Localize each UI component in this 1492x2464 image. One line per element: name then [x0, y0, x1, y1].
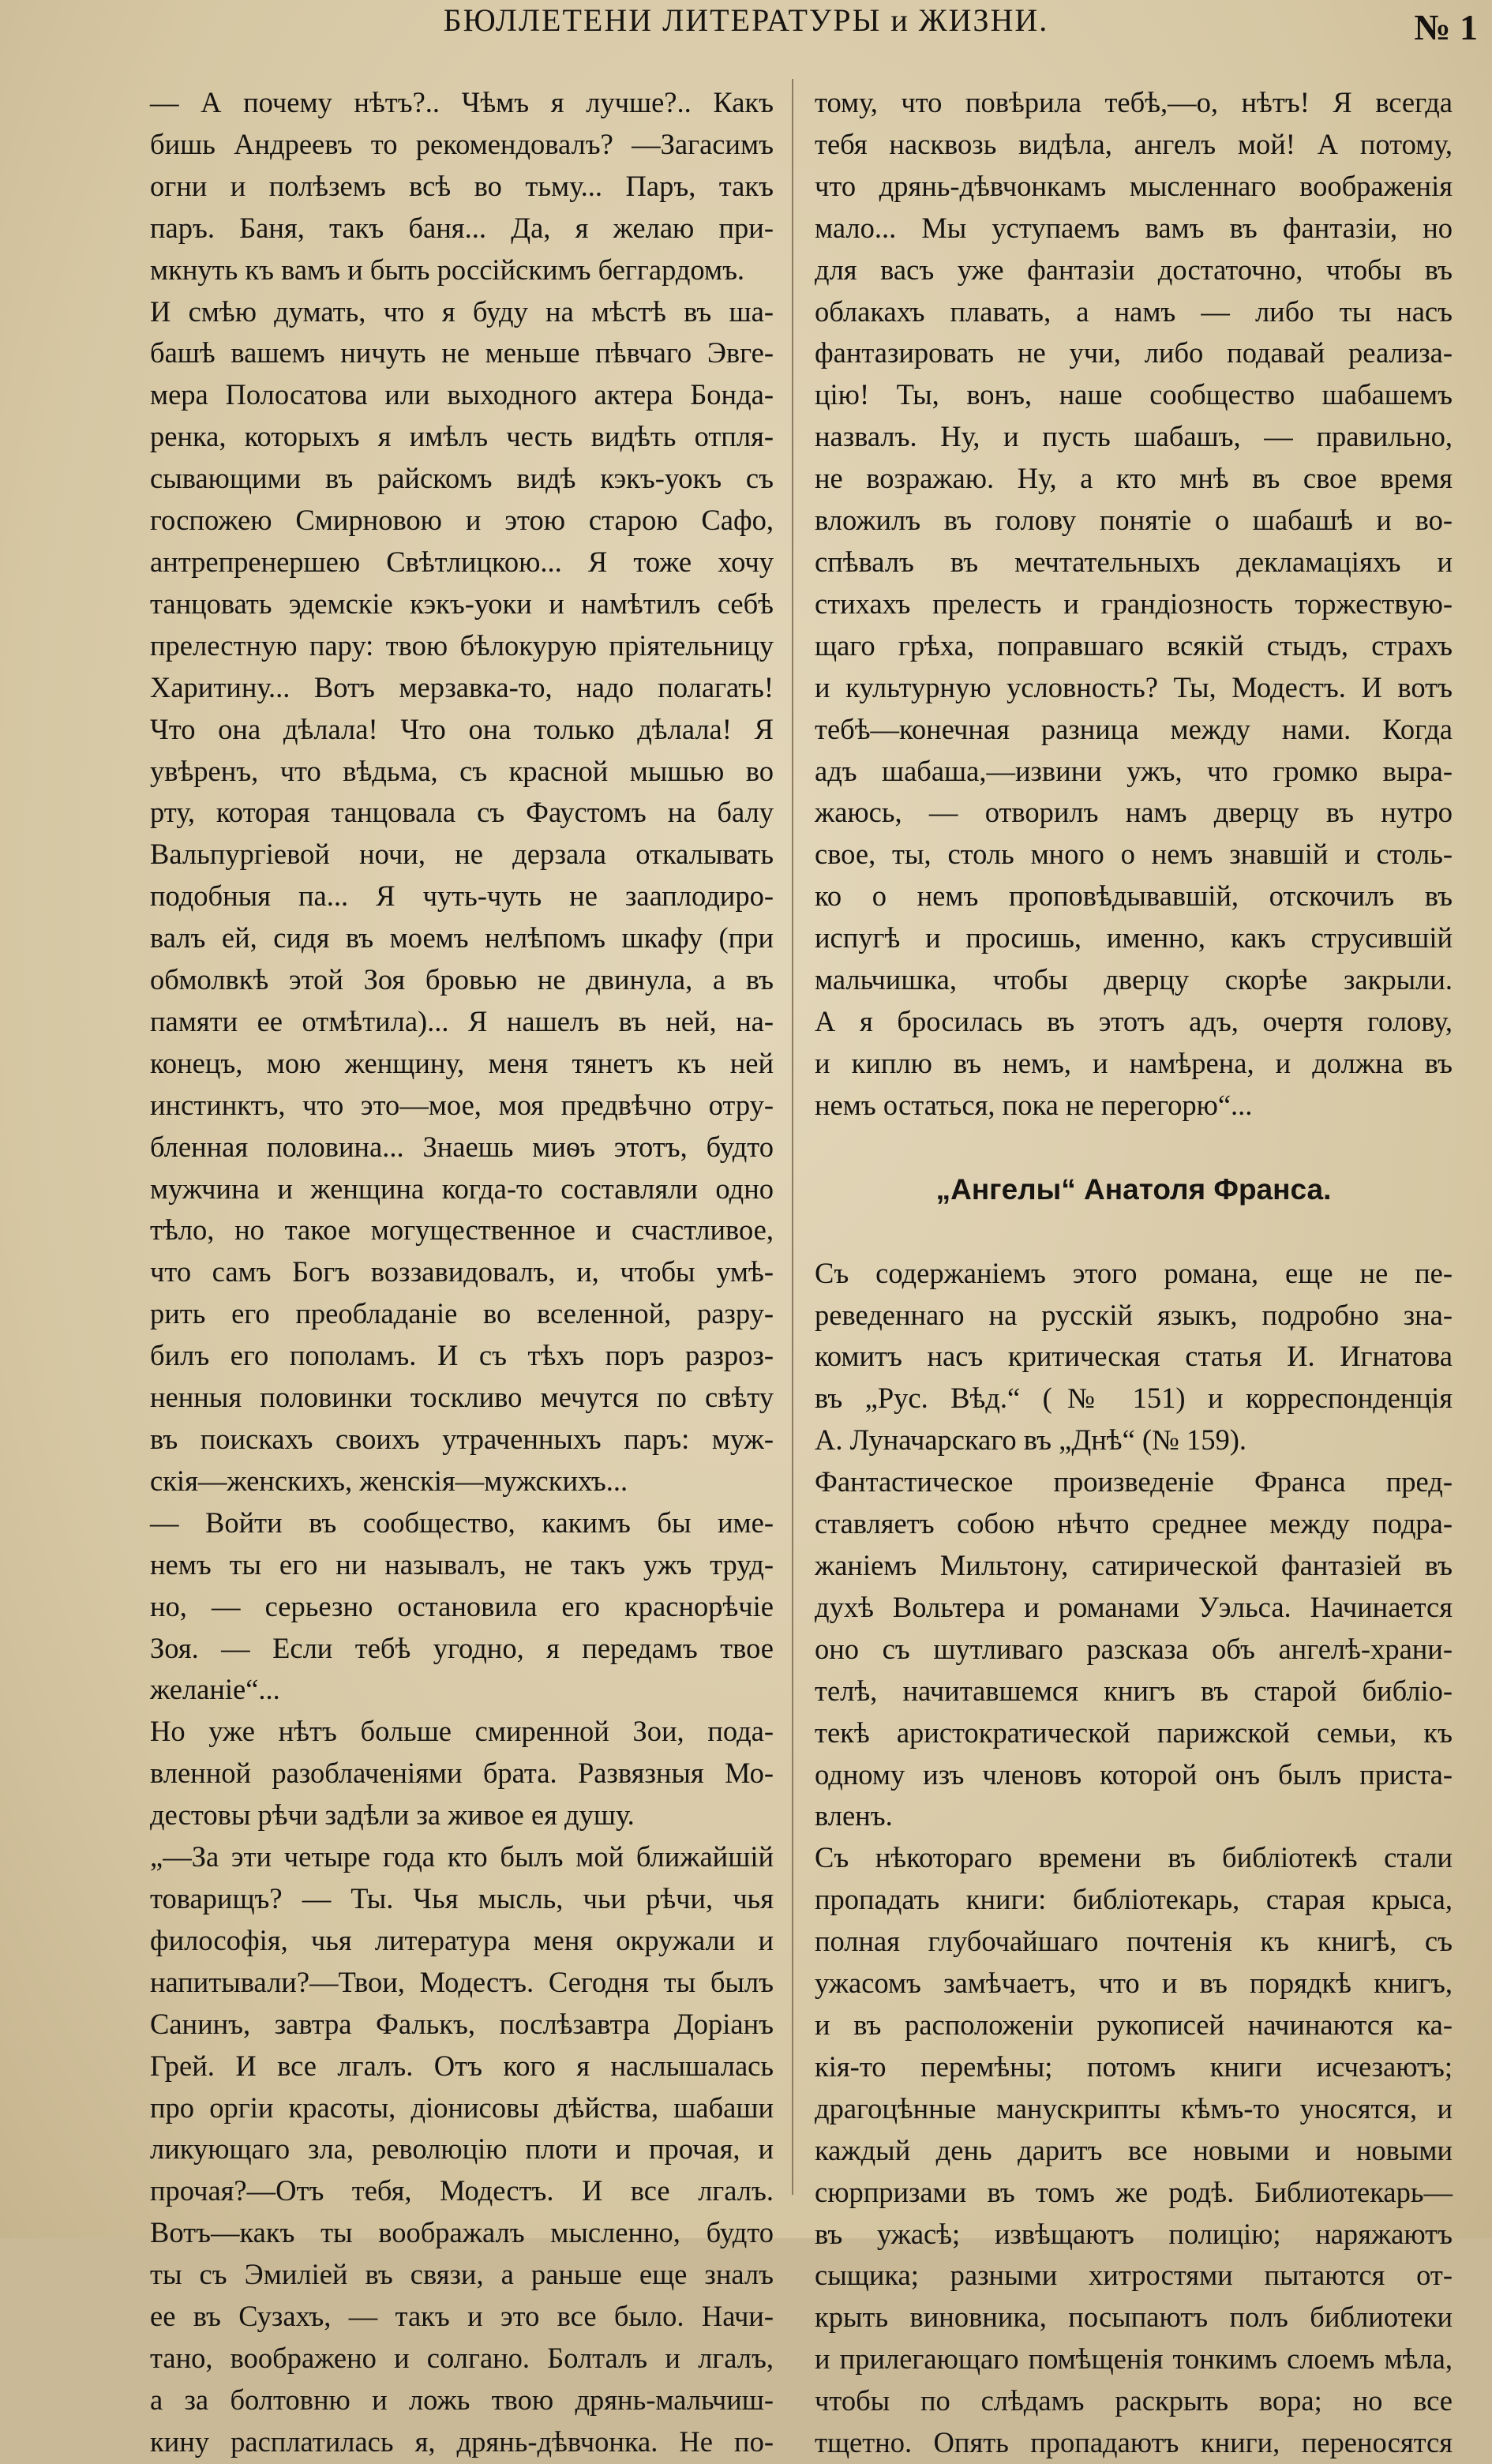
article-body: [815, 1253, 1453, 2464]
text-line: а за болтовню и ложь твою дрянь-мальчиш-: [150, 2383, 774, 2416]
text-line: рту, которая танцовала съ Фаустомъ на балу: [150, 796, 774, 829]
text-line: „—За эти четыре года кто былъ мой ближайшій: [150, 1840, 774, 1873]
text-line: Съ содержаніемъ этого романа, еще не пе-: [815, 1256, 1453, 1289]
text-line: мкнуть къ вамъ и быть россійскимъ беггардомъ.: [150, 253, 745, 286]
text-line: сыщика; разными хитростями пытаются от-: [815, 2259, 1453, 2292]
text-line: Зоя. — Если тебѣ угодно, я передамъ твое: [150, 1631, 774, 1664]
text-line: — Войти въ сообщество, какимъ бы име-: [150, 1506, 774, 1539]
text-line: стихахъ прелесть и грандіозность торжествую-: [815, 587, 1453, 620]
text-line: Съ нѣкотораго времени въ библіотекѣ стали: [815, 1841, 1453, 1874]
text-line: въ поискахъ своихъ утраченныхъ паръ: муж-: [150, 1423, 774, 1455]
text-line: дестовы рѣчи задѣли за живое ея душу.: [150, 1798, 635, 1832]
text-line: комитъ насъ критическая статья И. Игнатова: [815, 1340, 1453, 1373]
text-line: одному изъ членовъ которой онъ былъ пристa-: [815, 1757, 1453, 1791]
text-line: спѣвалъ въ мечтательныхъ декламаціяхъ и: [815, 545, 1453, 578]
article-heading: „Ангелы“ Анатоля Франса.: [935, 1172, 1332, 1206]
text-line: философія, чья литература меня окружали и: [150, 1923, 774, 1956]
left-column: [150, 82, 774, 2463]
text-line: подобныя па... Я чуть-чуть не зааплодиро-: [150, 879, 774, 913]
text-line: билъ его пополамъ. И съ тѣхъ поръ разроз-: [150, 1339, 774, 1372]
text-line: мера Полосатова или выходного актера Бонда-: [150, 378, 774, 411]
text-line: тебя насквозь видѣла, ангелъ мой! А потому,: [815, 127, 1453, 160]
spacer: [815, 1127, 1453, 1148]
text-line: ликующаго зла, революцію плоти и прочая, и: [150, 2132, 774, 2166]
text-line: Что она дѣлала! Что она только дѣлала! Я: [150, 712, 774, 745]
text-line: для васъ уже фантазіи достаточно, чтобы въ: [815, 253, 1453, 286]
text-line: Грей. И все лгалъ. Отъ кого я наслышалась: [150, 2049, 774, 2082]
text-line: щаго грѣха, поправшаго всякій стыдъ, страхъ: [815, 628, 1453, 662]
text-line: огни и полѣземъ всѣ во тьму... Паръ, такъ: [150, 169, 774, 202]
text-line: немъ остаться, пока не перегорю“...: [815, 1088, 1253, 1121]
text-line: мужчина и женщина когда-то составляли одно: [150, 1172, 774, 1205]
text-line: скія—женскихъ, женскія—мужскихъ...: [150, 1464, 628, 1497]
text-line: реведеннаго на русскій языкъ, подробно зна-: [815, 1298, 1453, 1331]
text-line: Харитину... Вотъ мерзавка-то, надо полагать!: [150, 670, 774, 703]
text-line: ты съ Эмиліей въ связи, а раньше еще зналъ: [150, 2258, 774, 2291]
text-line: немъ ты его ни называлъ, не такъ ужъ труд-: [150, 1547, 774, 1581]
text-line: госпожею Смирновою и этою старою Сафо,: [150, 504, 774, 537]
text-line: адъ шабаша,—извини ужъ, что громко выра-: [815, 754, 1453, 787]
text-line: башѣ вашемъ ничуть не меньше пѣвчаго Эвге-: [150, 336, 774, 369]
text-line: мало... Мы уступаемъ вамъ въ фантазіи, но: [815, 211, 1453, 244]
text-line: ренка, которыхъ я имѣлъ честь видѣть отпля-: [150, 420, 774, 453]
text-line: духѣ Вольтера и романами Уэльса. Начинается: [815, 1590, 1453, 1623]
text-line: испугѣ и просишь, именно, какъ струсившій: [815, 921, 1453, 954]
text-line: въ ужасѣ; извѣщаютъ полицію; наряжаютъ: [815, 2217, 1453, 2250]
text-line: драгоцѣнные манускрипты кѣмъ-то уносятся, и: [815, 2091, 1453, 2125]
text-line: не возражаю. Ну, а кто мнѣ въ свое время: [815, 462, 1453, 495]
text-line: цію! Ты, вонъ, наше сообщество шабашемъ: [815, 378, 1453, 411]
text-line: и прилегающаго помѣщенія тонкимъ слоемъ мѣла,: [815, 2342, 1453, 2376]
text-line: мальчишка, чтобы дверцу скорѣе закрыли.: [815, 963, 1453, 996]
text-line: въ „Рус. Вѣд.“ (№ 151) и корреспонденція: [815, 1382, 1453, 1415]
text-line: каждый день даритъ все новыми и новыми: [815, 2133, 1453, 2166]
text-line: облакахъ плавать, а намъ — либо ты насъ: [815, 294, 1453, 328]
text-line: Санинъ, завтра Фалькъ, послѣзавтра Доріанъ: [150, 2007, 774, 2040]
text-line: напитывали?—Твои, Модестъ. Сегодня ты былъ: [150, 1965, 774, 1998]
text-line: конецъ, мою женщину, меня тянетъ къ ней: [150, 1046, 774, 1079]
text-block-continued: [815, 82, 1453, 1127]
text-line: ненныя половинки тоскливо мечутся по свѣту: [150, 1381, 774, 1414]
text-line: тебѣ—конечная разница между нами. Когда: [815, 712, 1453, 745]
text-line: рить его преобладаніе во вселенной, разру-: [150, 1297, 774, 1330]
text-line: валъ ей, сидя въ моемъ нелѣпомъ шкафу (при: [150, 921, 774, 954]
text-line: пропадать книги: библіотекарь, старая крыса,: [815, 1883, 1453, 1916]
text-line: и въ расположеніи рукописей начинаются ка-: [815, 2008, 1453, 2041]
text-line: фантазировать не учи, либо подавай реализа-: [815, 336, 1453, 369]
text-line: ставляетъ собою нѣчто среднее между подра-: [815, 1507, 1453, 1540]
text-line: танцовать эдемскіе кэкъ-уоки и намѣтилъ себѣ: [150, 587, 774, 620]
text-line: сюрпризами въ томъ же родѣ. Библиотекарь—: [815, 2175, 1453, 2208]
text-line: тому, что повѣрила тебѣ,—о, нѣтъ! Я всегда: [815, 86, 1453, 118]
text-line: бленная половина... Знаешь миѳъ этотъ, будто: [150, 1130, 774, 1163]
text-line: тщетно. Опять пропадаютъ книги, переносятся: [815, 2426, 1453, 2459]
text-line: А. Луначарскаго въ „Днѣ“ (№ 159).: [815, 1423, 1247, 1457]
text-line: ко о немъ проповѣдывавшій, отскочилъ въ: [815, 879, 1453, 913]
text-line: тѣло, но такое могущественное и счастливое,: [150, 1213, 774, 1247]
text-line: прелестную пару: твою бѣлокурую пріятельницу: [150, 628, 774, 662]
spacer: [815, 1232, 1453, 1253]
text-line: кія-то перемѣны; потомъ книги исчезаютъ;: [815, 2050, 1453, 2083]
text-line: кину расплатилась я, дрянь-дѣвчонка. Не по-: [150, 2425, 774, 2458]
text-line: про оргіи красоты, діонисовы дѣйства, шабаши: [150, 2091, 774, 2124]
text-line: и киплю въ немъ, и намѣрена, и должна въ: [815, 1046, 1453, 1079]
issue-number: № 1: [1414, 7, 1478, 47]
text-line: назвалъ. Ну, и пусть шабашъ, — правильно,: [815, 420, 1453, 453]
text-line: товарищъ? — Ты. Чья мысль, чьи рѣчи, чья: [150, 1881, 774, 1915]
text-line: Фантастическое произведеніе Франса пред-: [815, 1465, 1453, 1498]
text-line: Вальпургіевой ночи, не дерзала откалывать: [150, 838, 774, 871]
text-line: бишь Андреевъ то рекомендовалъ? —Загасимъ: [150, 127, 774, 160]
text-line: прочая?—Отъ тебя, Модестъ. И все лгалъ.: [150, 2174, 774, 2207]
text-line: но, — серьезно остановила его краснорѣчіе: [150, 1589, 774, 1622]
text-line: обмолвкѣ этой Зоя бровью не двинула, а въ: [150, 963, 774, 996]
text-line: вленъ.: [815, 1799, 893, 1832]
running-header: [0, 0, 1492, 47]
text-line: Но уже нѣтъ больше смиренной Зои, пода-: [150, 1715, 774, 1748]
text-line: сывающими въ райскомъ видѣ кэкъ-уокъ съ: [150, 462, 774, 495]
text-line: что самъ Богъ воззавидовалъ, и, чтобы умѣ-: [150, 1255, 774, 1288]
text-line: тано, воображено и солгано. Болталъ и лгалъ,: [150, 2341, 774, 2374]
text-line: увѣренъ, что вѣдьма, съ красной мышью во: [150, 754, 774, 787]
right-column: [815, 82, 1453, 2464]
text-line: И смѣю думать, что я буду на мѣстѣ въ ша-: [150, 294, 774, 328]
text-line: ее въ Сузахъ, — такъ и это все было. Начи-: [150, 2300, 774, 2333]
text-line: желаніе“...: [150, 1673, 280, 1706]
text-line: и культурную условность? Ты, Модестъ. И вотъ: [815, 670, 1453, 703]
text-line: — А почему нѣтъ?.. Чѣмъ я лучше?.. Какъ: [150, 86, 774, 118]
journal-title: БЮЛЛЕТЕНИ ЛИТЕРАТУРЫ и ЖИЗНИ.: [443, 2, 1049, 38]
text-line: памяти ее отмѣтила)... Я нашелъ въ ней, на-: [150, 1004, 774, 1037]
column-divider: [792, 79, 793, 2195]
text-line: вложилъ въ голову понятіе о шабашѣ и во-: [815, 504, 1453, 537]
text-line: полная глубочайшаго почтенія къ книгѣ, съ: [815, 1925, 1453, 1958]
text-line: жаніемъ Мильтону, сатирической фантазіей въ: [815, 1549, 1453, 1581]
text-line: А я бросилась въ этотъ адъ, очертя голову,: [815, 1004, 1453, 1037]
text-line: антрепренершею Свѣтлицкою... Я тоже хочу: [150, 545, 774, 578]
text-line: текѣ аристократической парижской семьи, къ: [815, 1716, 1453, 1749]
text-line: жаюсь, — отворилъ намъ дверцу въ нутро: [815, 796, 1453, 829]
text-line: вленной разоблаченіями брата. Развязныя Мо-: [150, 1757, 774, 1790]
text-line: инстинктъ, что это—мое, моя предвѣчно отру-: [150, 1088, 774, 1121]
text-line: что дрянь-дѣвчонкамъ мысленнаго воображенія: [815, 169, 1453, 202]
text-line: ужасомъ замѣчаетъ, что и въ порядкѣ книгъ,: [815, 1967, 1453, 2000]
text-line: паръ. Баня, такъ баня... Да, я желаю при-: [150, 211, 774, 244]
text-line: свое, ты, столь много о немъ знавшій и столь-: [815, 838, 1453, 871]
text-line: чтобы по слѣдамъ раскрыть вора; но все: [815, 2384, 1453, 2417]
text-line: оно съ шутливаго разсказа объ ангелѣ-храни-: [815, 1632, 1453, 1665]
text-line: Вотъ—какъ ты воображалъ мысленно, будто: [150, 2216, 774, 2249]
text-line: крыть виновника, посыпаютъ полъ библиотеки: [815, 2301, 1453, 2334]
text-line: телѣ, начитавшемся книгъ въ старой библіо-: [815, 1674, 1453, 1707]
